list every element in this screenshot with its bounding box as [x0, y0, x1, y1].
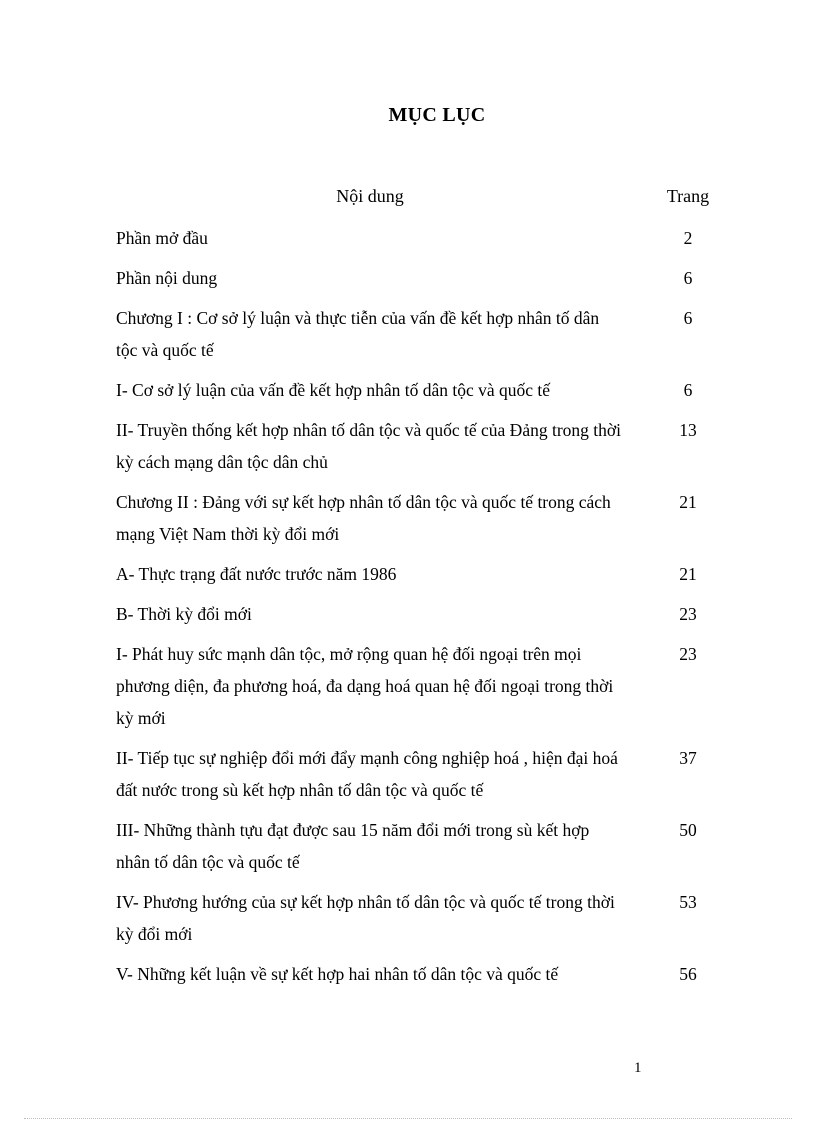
- toc-entry-page: 6: [683, 308, 693, 328]
- toc-entry-text: II- Tiếp tục sự nghiệp đổi mới đẩy mạnh công nghiệp hoá , hiện đại hoá đất nước trong sù kết hợp nhân tố dân tộc và quốc tế: [116, 748, 618, 800]
- toc-entry[interactable]: [116, 302, 736, 366]
- page-title: MỤC LỤC: [388, 104, 486, 126]
- page-column-header: Trang: [666, 186, 710, 206]
- toc-entry-page: 53: [679, 892, 697, 912]
- toc-entry-page: 37: [679, 748, 697, 768]
- toc-entry-page: 50: [679, 820, 697, 840]
- toc-entry[interactable]: [116, 262, 736, 294]
- toc-entry-text: I- Cơ sở lý luận của vấn đề kết hợp nhân tố dân tộc và quốc tế: [116, 380, 551, 400]
- toc-entry-text: Phần nội dung: [116, 268, 218, 288]
- toc-entry-text: Phần mở đầu: [116, 228, 208, 248]
- toc-entry-text: Chương I : Cơ sở lý luận và thực tiễn của vấn đề kết hợp nhân tố dân tộc và quốc tế: [116, 308, 600, 360]
- toc-entry-text: II- Truyền thống kết hợp nhân tố dân tộc và quốc tế của Đảng trong thời kỳ cách mạng dân tộc dân chủ: [116, 420, 622, 472]
- page-number: 1: [634, 1060, 642, 1076]
- table-of-contents: [116, 222, 736, 990]
- toc-entry-page: 23: [679, 644, 697, 664]
- toc-entry-page: 6: [683, 380, 693, 400]
- toc-entry-page: 23: [679, 604, 697, 624]
- toc-entry-text: A- Thực trạng đất nước trước năm 1986: [116, 564, 397, 584]
- toc-entry[interactable]: [116, 558, 736, 590]
- content-column-header: Nội dung: [336, 186, 404, 206]
- toc-entry-page: 56: [679, 964, 697, 984]
- page-bottom-divider: [24, 1118, 792, 1119]
- toc-entry[interactable]: [116, 598, 736, 630]
- toc-entry[interactable]: [116, 414, 736, 478]
- toc-entry[interactable]: [116, 374, 736, 406]
- toc-entry[interactable]: [116, 486, 736, 550]
- toc-entry-page: 21: [679, 492, 697, 512]
- toc-entry[interactable]: [116, 814, 736, 878]
- toc-entry[interactable]: [116, 958, 736, 990]
- toc-entry-text: V- Những kết luận về sự kết hợp hai nhân tố dân tộc và quốc tế: [116, 964, 559, 984]
- toc-entry-page: 2: [683, 228, 693, 248]
- toc-entry-page: 6: [683, 268, 693, 288]
- toc-entry-text: IV- Phương hướng của sự kết hợp nhân tố dân tộc và quốc tế trong thời kỳ đổi mới: [116, 892, 615, 944]
- toc-entry-text: Chương II : Đảng với sự kết hợp nhân tố dân tộc và quốc tế trong cách mạng Việt Nam thời kỳ đổi mới: [116, 492, 611, 544]
- toc-entry-text: III- Những thành tựu đạt được sau 15 năm đổi mới trong sù kết hợp nhân tố dân tộc và quốc tế: [116, 820, 590, 872]
- toc-entry-text: B- Thời kỳ đổi mới: [116, 604, 252, 624]
- toc-entry-page: 13: [679, 420, 697, 440]
- toc-entry[interactable]: [116, 638, 736, 734]
- toc-entry-text: I- Phát huy sức mạnh dân tộc, mở rộng quan hệ đối ngoại trên mọi phương diện, đa phương hoá, đa dạng hoá quan hệ đối ngoại trong thời kỳ mới: [116, 644, 614, 728]
- toc-entry-page: 21: [679, 564, 697, 584]
- toc-entry[interactable]: [116, 222, 736, 254]
- toc-entry[interactable]: [116, 742, 736, 806]
- toc-entry[interactable]: [116, 886, 736, 950]
